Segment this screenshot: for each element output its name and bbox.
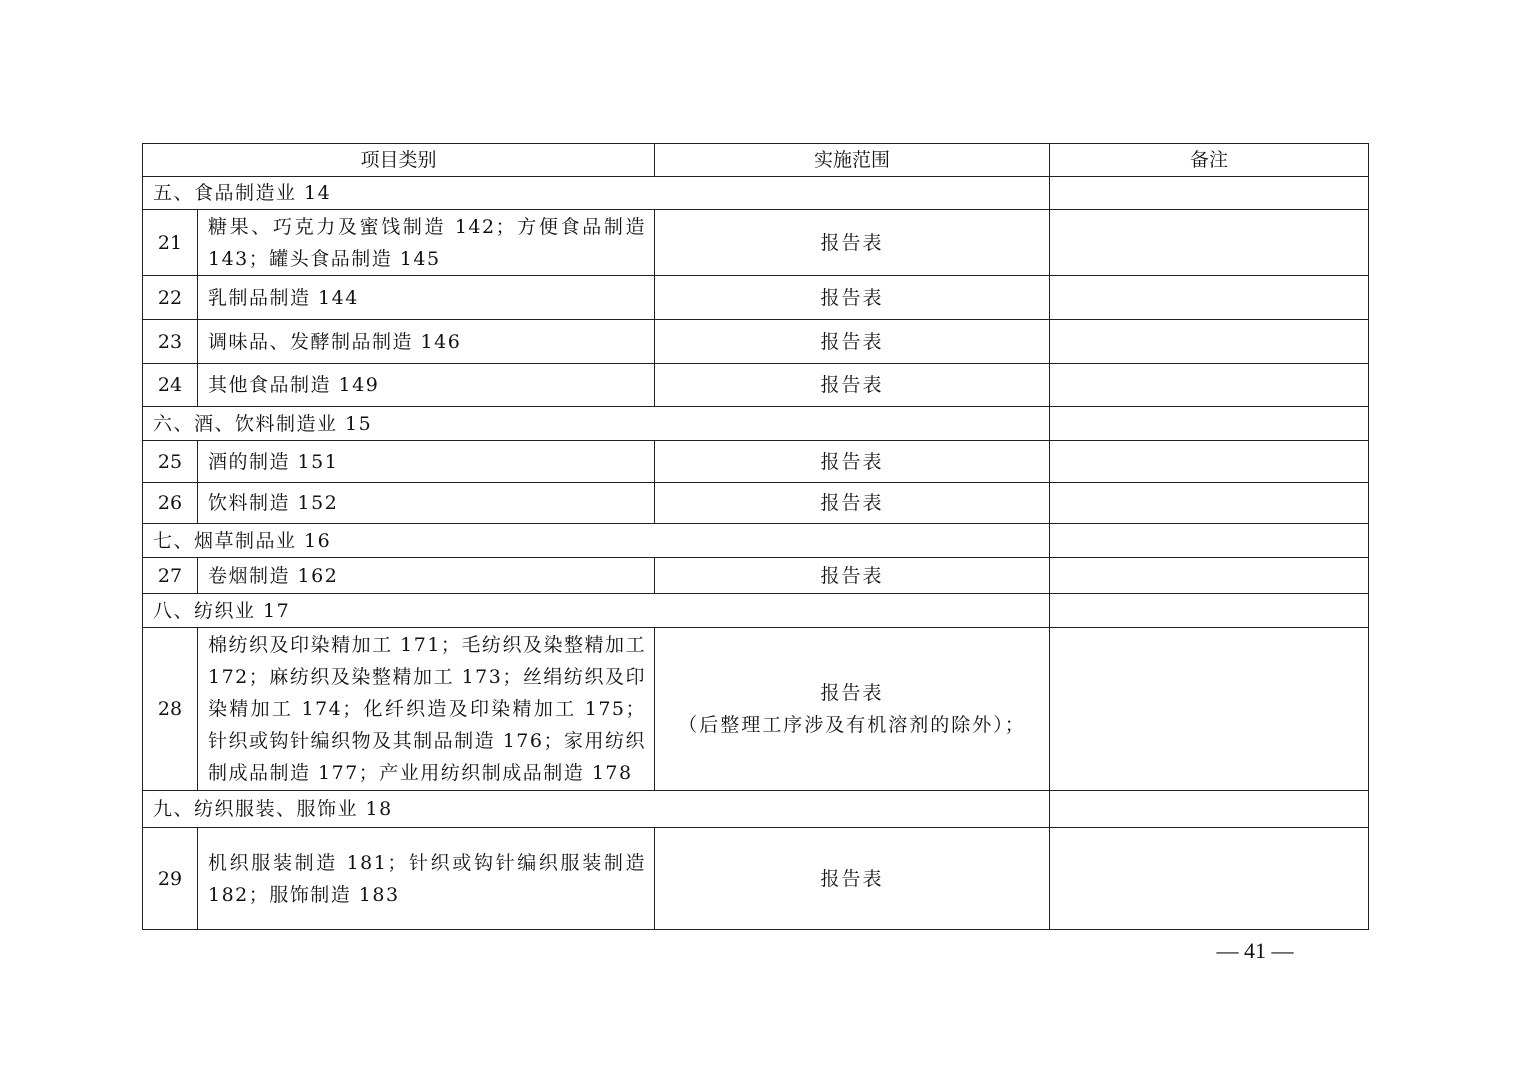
item-category: 酒的制造 151: [198, 441, 655, 483]
table-row: [143, 483, 1369, 524]
row-number: 25: [143, 441, 198, 483]
note-cell: [1050, 441, 1369, 483]
section-title: 八、纺织业 17: [143, 594, 1050, 628]
table-row: [143, 441, 1369, 483]
note-cell: [1050, 524, 1369, 558]
scope-cell: 报告表: [655, 276, 1050, 320]
section-title: 六、酒、饮料制造业 15: [143, 407, 1050, 441]
section-title: 五、食品制造业 14: [143, 177, 1050, 210]
row-number: 26: [143, 483, 198, 524]
section-row: [143, 177, 1369, 210]
scope-cell: 报告表: [655, 320, 1050, 364]
note-cell: [1050, 483, 1369, 524]
scope-cell: 报告表: [655, 828, 1050, 930]
header-scope: 实施范围: [655, 144, 1050, 177]
header-category: 项目类别: [143, 144, 655, 177]
row-number: 21: [143, 210, 198, 276]
table-row: [143, 364, 1369, 407]
item-category: 饮料制造 152: [198, 483, 655, 524]
section-row: [143, 791, 1369, 828]
note-cell: [1050, 558, 1369, 594]
note-cell: [1050, 628, 1369, 791]
note-cell: [1050, 320, 1369, 364]
item-category: 机织服装制造 181；针织或钩针编织服装制造 182；服饰制造 183: [198, 828, 655, 930]
table-row: [143, 628, 1369, 791]
table-row: [143, 210, 1369, 276]
note-cell: [1050, 364, 1369, 407]
scope-cell: 报告表: [655, 364, 1050, 407]
row-number: 24: [143, 364, 198, 407]
section-row: [143, 407, 1369, 441]
note-cell: [1050, 276, 1369, 320]
section-title: 七、烟草制品业 16: [143, 524, 1050, 558]
catalog-table: [142, 143, 1369, 930]
item-category: 其他食品制造 149: [198, 364, 655, 407]
row-number: 23: [143, 320, 198, 364]
scope-line: 报告表: [820, 682, 884, 704]
note-cell: [1050, 594, 1369, 628]
item-category: 棉纺织及印染精加工 171；毛纺织及染整精加工 172；麻纺织及染整精加工 173；丝绢纺织及印染精加工 174；化纤织造及印染精加工 175；针织或钩针编织物及其制品制造 176；家用纺织制成品制造 177；产业用纺织制成品制造 178: [198, 628, 655, 791]
table-row: [143, 320, 1369, 364]
section-title: 九、纺织服装、服饰业 18: [143, 791, 1050, 828]
scope-cell: 报告表: [655, 210, 1050, 276]
table-row: [143, 828, 1369, 930]
scope-cell: 报告表: [655, 441, 1050, 483]
section-row: [143, 524, 1369, 558]
note-cell: [1050, 210, 1369, 276]
item-category: 糖果、巧克力及蜜饯制造 142；方便食品制造 143；罐头食品制造 145: [198, 210, 655, 276]
note-cell: [1050, 177, 1369, 210]
note-cell: [1050, 791, 1369, 828]
table-row: [143, 276, 1369, 320]
header-row: [143, 144, 1369, 177]
note-cell: [1050, 828, 1369, 930]
row-number: 29: [143, 828, 198, 930]
page-number: — 41 —: [1216, 938, 1294, 963]
scope-cell: 报告表: [655, 483, 1050, 524]
table-row: [143, 558, 1369, 594]
item-category: 调味品、发酵制品制造 146: [198, 320, 655, 364]
row-number: 22: [143, 276, 198, 320]
scope-cell: 报告表: [655, 558, 1050, 594]
scope-exception: （后整理工序涉及有机溶剂的除外）；: [678, 714, 1026, 736]
row-number: 28: [143, 628, 198, 791]
note-cell: [1050, 407, 1369, 441]
item-category: 乳制品制造 144: [198, 276, 655, 320]
scope-cell: [655, 628, 1050, 791]
section-row: [143, 594, 1369, 628]
header-note: 备注: [1050, 144, 1369, 177]
item-category: 卷烟制造 162: [198, 558, 655, 594]
row-number: 27: [143, 558, 198, 594]
